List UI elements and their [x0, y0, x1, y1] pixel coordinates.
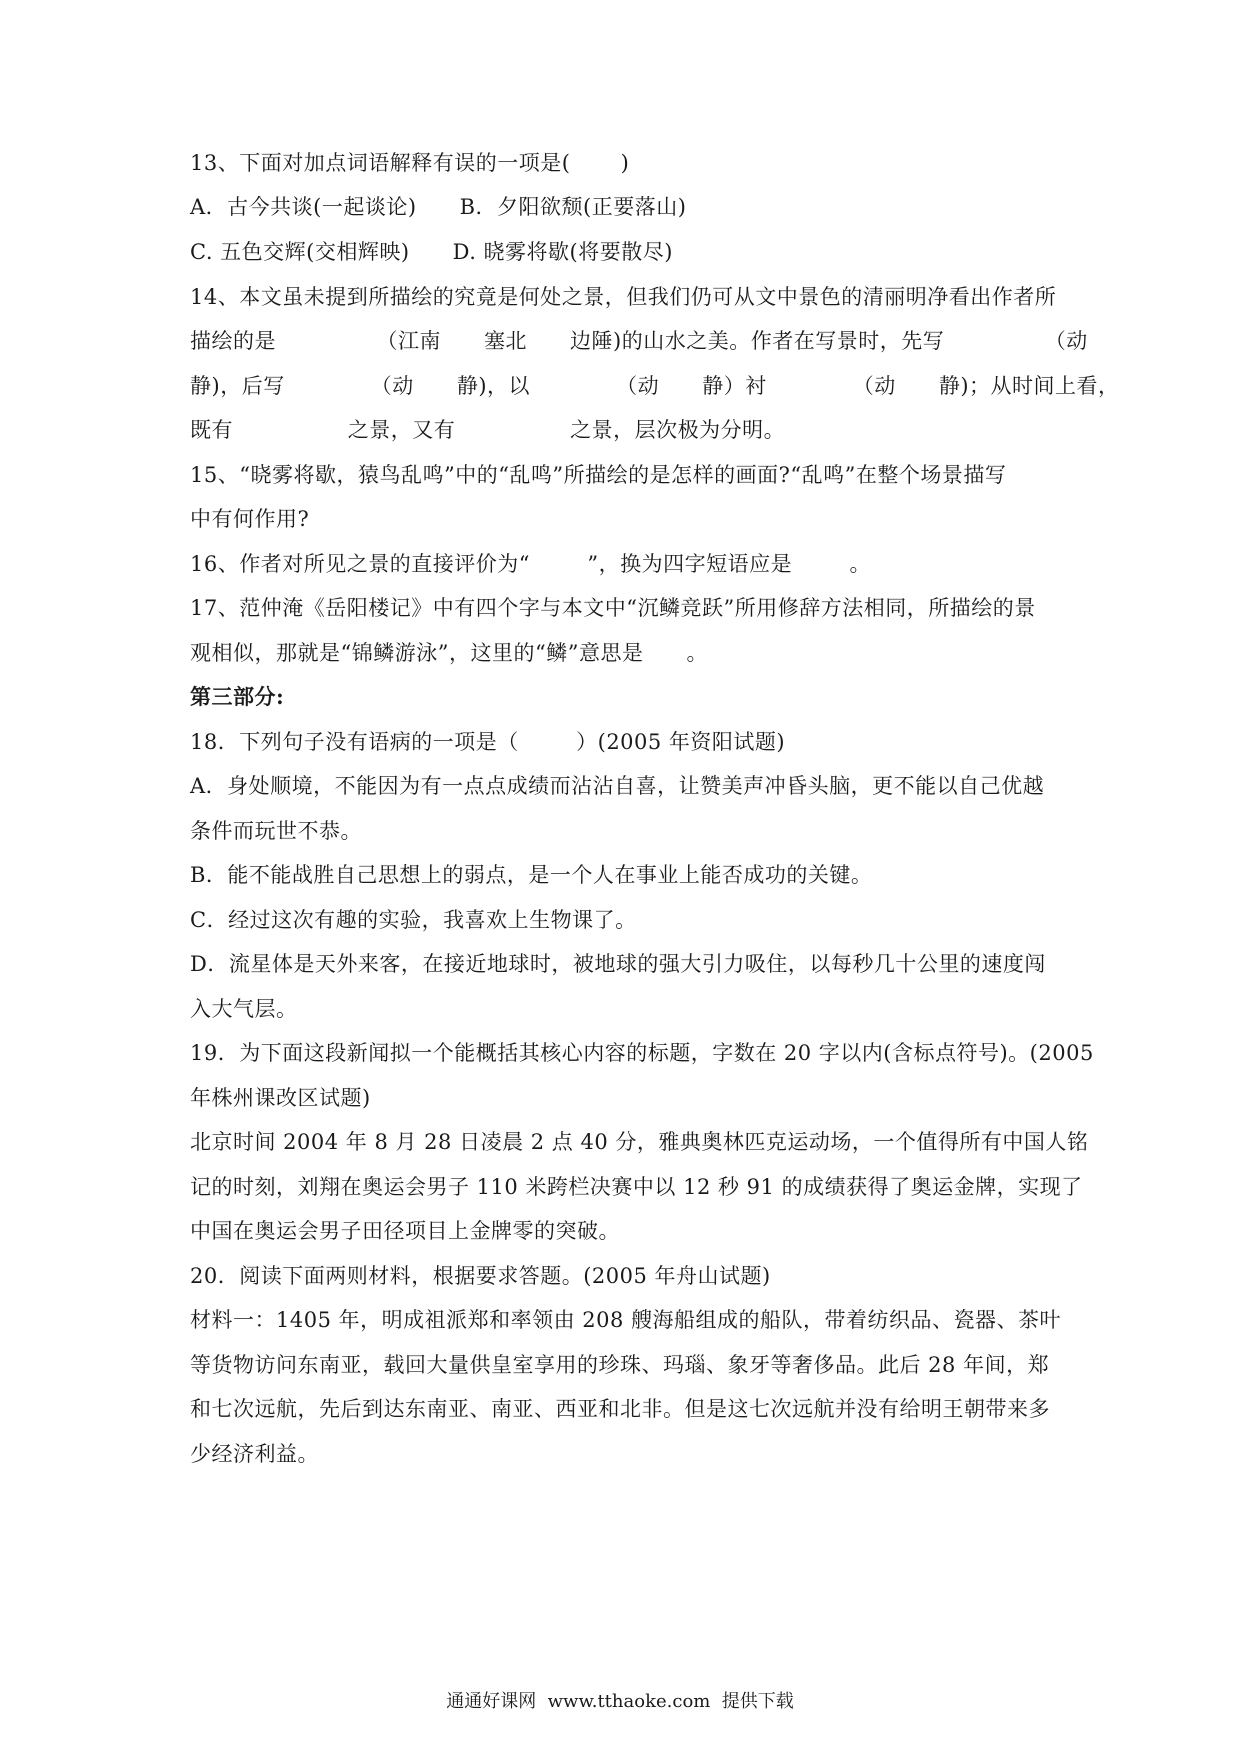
- question-14-line-2: 描绘的是 （江南 塞北 边陲)的山水之美。作者在写景时，先写 （动: [190, 329, 1088, 353]
- material-1-line-4: 少经济利益。: [190, 1442, 319, 1466]
- question-17-line-2: 观相似，那就是“锦鳞游泳”，这里的“鳞”意思是 。: [190, 641, 708, 665]
- section-heading-part-3: 第三部分:: [190, 684, 285, 709]
- material-1-line-2: 等货物访问东南亚，载回大量供皇室享用的珍珠、玛瑙、象牙等奢侈品。此后 28 年间，郑: [190, 1353, 1050, 1377]
- question-18-option-a-line-1: A．身处顺境，不能因为有一点点成绩而沾沾自喜，让赞美声冲昏头脑，更不能以自己优越: [190, 774, 1045, 798]
- question-14-line-1: 14、本文虽未提到所描绘的究竟是何处之景，但我们仍可从文中景色的清丽明净看出作者所: [190, 285, 1057, 309]
- question-18-option-d-line-1: D．流星体是天外来客，在接近地球时，被地球的强大引力吸住，以每秒几十公里的速度闯: [190, 952, 1046, 976]
- question-14-line-4: 既有 之景，又有 之景，层次极为分明。: [190, 418, 786, 442]
- question-14-line-3: 静)，后写 （动 静)，以 （动 静）衬 （动 静)；从时间上看，: [190, 374, 1120, 398]
- question-16: 16、作者对所见之景的直接评价为“ ”，换为四字短语应是 。: [190, 552, 871, 576]
- page-footer: 通通好课网 www.tthaoke.com 提供下载: [446, 1691, 794, 1712]
- material-1-line-3: 和七次远航，先后到达东南亚、南亚、西亚和北非。但是这七次远航并没有给明王朝带来多: [190, 1397, 1050, 1421]
- material-1-line-1: 材料一：1405 年，明成祖派郑和率领由 208 艘海船组成的船队，带着纺织品、瓷器、茶叶: [190, 1308, 1062, 1332]
- news-paragraph-line-2: 记的时刻，刘翔在奥运会男子 110 米跨栏决赛中以 12 秒 91 的成绩获得了奥运金牌，实现了: [190, 1175, 1083, 1199]
- question-18-option-b: B．能不能战胜自己思想上的弱点，是一个人在事业上能否成功的关键。: [190, 863, 873, 887]
- question-19-stem-line-2: 年株州课改区试题): [190, 1086, 371, 1110]
- question-18-stem: 18．下列句子没有语病的一项是（ ）(2005 年资阳试题): [190, 730, 786, 754]
- question-13-options-ab: A．古今共谈(一起谈论) B．夕阳欲颓(正要落山): [190, 195, 687, 219]
- news-paragraph-line-1: 北京时间 2004 年 8 月 28 日凌晨 2 点 40 分，雅典奥林匹克运动场，一个值得所有中国人铭: [190, 1130, 1089, 1154]
- question-17-line-1: 17、范仲淹《岳阳楼记》中有四个字与本文中“沉鳞竞跃”所用修辞方法相同，所描绘的景: [190, 596, 1036, 620]
- question-15-line-2: 中有何作用?: [190, 507, 310, 531]
- question-20-stem: 20．阅读下面两则材料，根据要求答题。(2005 年舟山试题): [190, 1264, 771, 1288]
- question-15-line-1: 15、“晓雾将歇，猿鸟乱鸣”中的“乱鸣”所描绘的是怎样的画面?“乱鸣”在整个场景描写: [190, 463, 1007, 487]
- news-paragraph-line-3: 中国在奥运会男子田径项目上金牌零的突破。: [190, 1219, 620, 1243]
- question-19-stem-line-1: 19．为下面这段新闻拟一个能概括其核心内容的标题，字数在 20 字以内(含标点符号)。(2005: [190, 1041, 1094, 1065]
- question-18-option-c: C．经过这次有趣的实验，我喜欢上生物课了。: [190, 908, 637, 932]
- question-18-option-a-line-2: 条件而玩世不恭。: [190, 819, 362, 843]
- question-13-stem: 13、下面对加点词语解释有误的一项是( ): [190, 151, 630, 175]
- question-18-option-d-line-2: 入大气层。: [190, 997, 298, 1021]
- question-13-options-cd: C. 五色交辉(交相辉映) D. 晓雾将歇(将要散尽): [190, 240, 673, 264]
